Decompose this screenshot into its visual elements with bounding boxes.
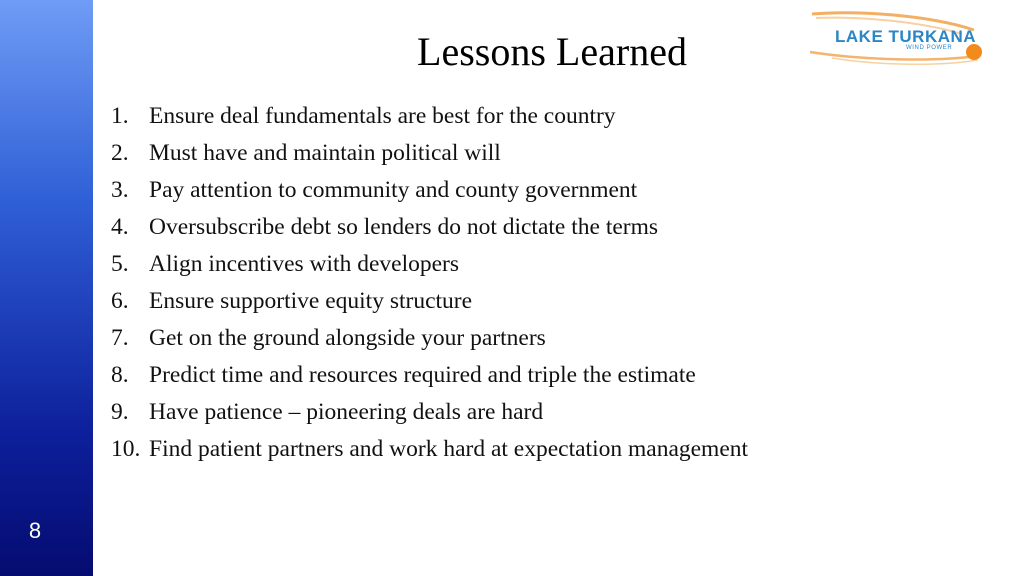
lake-turkana-logo xyxy=(802,8,992,70)
list-item xyxy=(111,394,748,431)
list-item-text: Align incentives with developers xyxy=(149,251,459,277)
list-item-text: Find patient partners and work hard at expectation management xyxy=(149,436,749,462)
list-item-text: Ensure supportive equity structure xyxy=(149,288,473,314)
list-item-text: Have patience – pioneering deals are hard xyxy=(149,399,544,425)
list-item-text: Must have and maintain political will xyxy=(149,140,501,166)
list-item-number: 3. xyxy=(111,177,129,203)
list-item-number: 1. xyxy=(111,103,129,129)
sidebar-gradient-bar xyxy=(0,0,93,576)
list-item-number: 2. xyxy=(111,140,129,166)
list-item-text: Get on the ground alongside your partners xyxy=(149,325,546,351)
logo-wordmark: LAKE TURKANA xyxy=(835,27,977,46)
list-item-text: Predict time and resources required and triple the estimate xyxy=(149,362,696,388)
list-item-text: Ensure deal fundamentals are best for the country xyxy=(149,103,616,129)
list-item-number: 8. xyxy=(111,362,129,388)
list-item-text: Oversubscribe debt so lenders do not dictate the terms xyxy=(149,214,659,240)
list-item xyxy=(111,357,748,394)
list-item xyxy=(111,135,748,172)
list-item-text: Pay attention to community and county government xyxy=(149,177,638,203)
slide-title-text: Lessons Learned xyxy=(417,29,687,74)
list-item-number: 10. xyxy=(111,436,141,462)
lessons-list xyxy=(111,98,748,468)
list-item xyxy=(111,320,748,357)
logo-tagline: WIND POWER xyxy=(906,45,953,51)
list-item-number: 5. xyxy=(111,251,129,277)
list-item xyxy=(111,98,748,135)
list-item xyxy=(111,431,748,468)
list-item-number: 6. xyxy=(111,288,129,314)
list-item xyxy=(111,172,748,209)
slide-number: 8 xyxy=(28,518,42,543)
list-item-number: 4. xyxy=(111,214,129,240)
list-item-number: 7. xyxy=(111,325,129,351)
list-item xyxy=(111,246,748,283)
list-item xyxy=(111,209,748,246)
list-item xyxy=(111,283,748,320)
list-item-number: 9. xyxy=(111,399,129,425)
